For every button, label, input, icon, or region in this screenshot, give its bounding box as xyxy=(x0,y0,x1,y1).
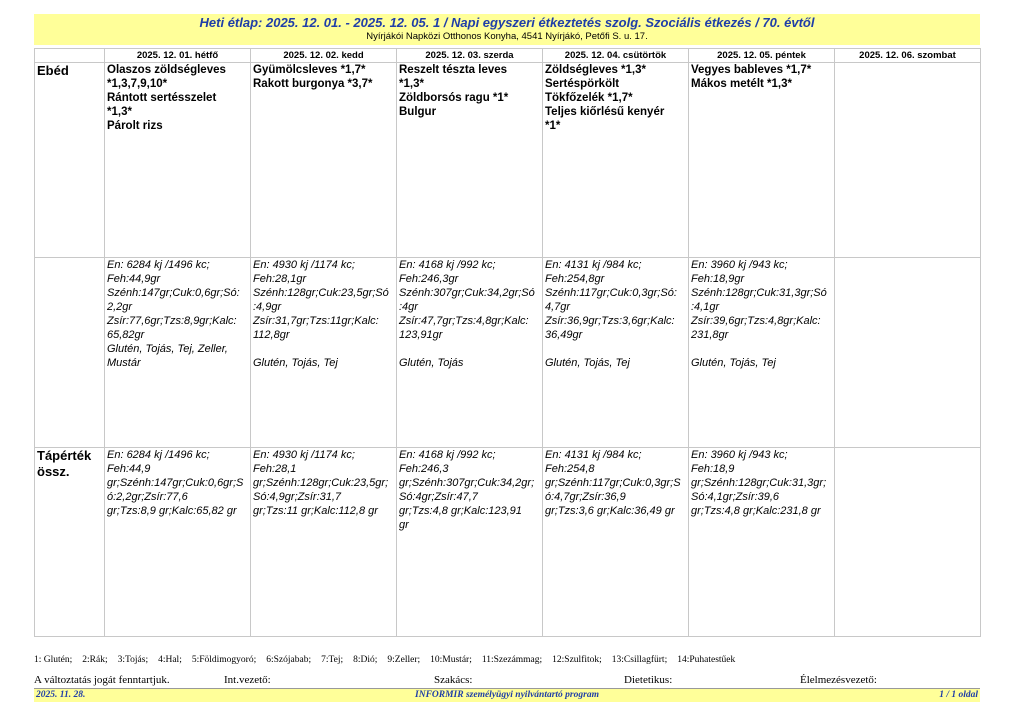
nutrition-line: Szénh:307gr;Cuk:34,2gr;Só xyxy=(399,287,535,299)
meal-item: Rakott burgonya *3,7* xyxy=(253,78,373,90)
nutrition-line: En: 6284 kj /1496 kc; xyxy=(107,259,210,271)
legend-item: 12:Szulfitok; xyxy=(552,655,602,665)
totals-line: En: 6284 kj /1496 kc; xyxy=(107,449,210,461)
totals-label-line: Tápérték xyxy=(37,448,92,463)
meal-item: *1,3* xyxy=(107,106,132,118)
allergen-list xyxy=(545,342,686,356)
nutrition-line: Zsír:77,6gr;Tzs:8,9gr;Kalc: xyxy=(107,315,237,327)
nutrition-line: Zsír:39,6gr;Tzs:4,8gr;Kalc: xyxy=(691,315,821,327)
nutrition-line: :4,9gr xyxy=(253,301,282,313)
nutrition-line: Zsír:31,7gr;Tzs:11gr;Kalc: xyxy=(253,315,379,327)
meal-item: Párolt rizs xyxy=(107,120,163,132)
totals-line: gr;Tzs:8,9 gr;Kalc:65,82 gr xyxy=(107,505,237,517)
totals-line: gr;Tzs:11 gr;Kalc:112,8 gr xyxy=(253,505,378,517)
totals-line: En: 3960 kj /943 kc; xyxy=(691,449,788,461)
nutrition-row xyxy=(35,258,981,448)
legend-item: 1: Glutén; xyxy=(34,655,73,665)
totals-line: Só:4,1gr;Zsír:39,6 xyxy=(691,491,780,503)
legend-item: 6:Szójabab; xyxy=(266,655,312,665)
legend-item: 9:Zeller; xyxy=(387,655,421,665)
nutrition-line: 231,8gr xyxy=(691,329,729,341)
footer-program: INFORMIR személyügyi nyilvántartó program xyxy=(415,690,599,700)
nutrition-line: 112,8gr xyxy=(253,329,290,341)
nutrition-line: 4,7gr xyxy=(545,301,571,313)
lunch-label: Ebéd xyxy=(35,63,105,258)
menu-title: Heti étlap: 2025. 12. 01. - 2025. 12. 05. 1 / Napi egyszeri étkeztetés szolg. Szociális étkezés / 70. évtől xyxy=(199,15,815,30)
totals-line: Só:4,9gr;Zsír:31,7 xyxy=(253,491,342,503)
totals-label-line: össz. xyxy=(37,464,70,479)
nutrition-line: :4,1gr xyxy=(691,301,720,313)
meal-item: Mákos metélt *1,3* xyxy=(691,78,792,90)
meal-item: Tökfőzelék *1,7* xyxy=(545,92,633,104)
meal-item: Gyümölcsleves *1,7* xyxy=(253,64,366,76)
dietitian-signature: Dietetikus: xyxy=(624,674,673,686)
day-header: 2025. 12. 02. kedd xyxy=(251,49,397,63)
allergen-list: Glutén, Tojás xyxy=(399,357,464,369)
nutrition-line: 2,2gr xyxy=(107,301,133,313)
document-footer xyxy=(34,689,980,702)
nutrition-cell xyxy=(543,258,689,448)
allergen-list: Glutén, Tojás, Tej xyxy=(545,357,630,369)
totals-line: Feh:254,8 xyxy=(545,463,595,475)
allergen-list xyxy=(691,342,832,356)
meal-item: Olaszos zöldségleves xyxy=(107,64,226,76)
totals-cell xyxy=(397,448,543,637)
nutrition-line: 123,91gr xyxy=(399,329,443,341)
nutrition-cell xyxy=(105,258,251,448)
meal-item: *1* xyxy=(545,120,561,132)
meal-item: Rántott sertésszelet xyxy=(107,92,217,104)
lunch-row xyxy=(35,63,981,258)
allergen-list xyxy=(253,342,394,356)
totals-line: Só:4gr;Zsír:47,7 xyxy=(399,491,478,503)
nutrition-label xyxy=(35,258,105,448)
nutrition-line: Szénh:117gr;Cuk:0,3gr;Só: xyxy=(545,287,677,299)
catering-head-signature: Élelmezésvezető: xyxy=(800,674,877,686)
allergen-list: Mustár xyxy=(107,357,141,369)
totals-label xyxy=(35,448,105,637)
nutrition-line: En: 4930 kj /1174 kc; xyxy=(253,259,355,271)
legend-item: 4:Hal; xyxy=(158,655,182,665)
nutrition-line: Feh:246,3gr xyxy=(399,273,459,285)
allergen-list: Glutén, Tojás, Tej, Zeller, xyxy=(107,343,228,355)
lunch-cell xyxy=(835,63,981,258)
footer-page: 1 / 1 oldal xyxy=(939,690,978,700)
nutrition-line: Feh:28,1gr xyxy=(253,273,307,285)
totals-line: gr;Szénh:147gr;Cuk:0,6gr;S xyxy=(107,477,244,489)
nutrition-cell xyxy=(397,258,543,448)
allergen-legend xyxy=(34,655,980,665)
nutrition-line: Feh:254,8gr xyxy=(545,273,605,285)
notice-text: A változtatás jogát fenntartjuk. xyxy=(34,674,170,686)
nutrition-line: 36,49gr xyxy=(545,329,583,341)
meal-item: Zöldségleves *1,3* xyxy=(545,64,646,76)
totals-cell xyxy=(689,448,835,637)
meal-item: Bulgur xyxy=(399,106,437,118)
meal-item: *1,3* xyxy=(399,78,424,90)
totals-cell xyxy=(105,448,251,637)
nutrition-line: En: 4131 kj /984 kc; xyxy=(545,259,642,271)
totals-line: gr;Tzs:4,8 gr;Kalc:231,8 gr xyxy=(691,505,821,517)
legend-item: 3:Tojás; xyxy=(117,655,149,665)
nutrition-line: Feh:18,9gr xyxy=(691,273,745,285)
nutrition-line: :4gr xyxy=(399,301,418,313)
totals-line: gr;Szénh:128gr;Cuk:23,5gr; xyxy=(253,477,389,489)
legend-item: 10:Mustár; xyxy=(430,655,472,665)
nutrition-cell xyxy=(251,258,397,448)
lunch-cell xyxy=(105,63,251,258)
legend-item: 8:Dió; xyxy=(353,655,378,665)
totals-line: ó:2,2gr;Zsír:77,6 xyxy=(107,491,188,503)
meal-item: Sertéspörkölt xyxy=(545,78,620,90)
int-head-signature: Int.vezető: xyxy=(224,674,271,686)
totals-line: gr;Szénh:128gr;Cuk:31,3gr; xyxy=(691,477,827,489)
totals-line: Feh:18,9 xyxy=(691,463,735,475)
totals-line: En: 4131 kj /984 kc; xyxy=(545,449,642,461)
day-header-row xyxy=(35,49,981,63)
totals-line: gr;Szénh:307gr;Cuk:34,2gr; xyxy=(399,477,535,489)
nutrition-line: Zsír:47,7gr;Tzs:4,8gr;Kalc: xyxy=(399,315,529,327)
cook-signature: Szakács: xyxy=(434,674,473,686)
legend-item: 13:Csillagfürt; xyxy=(611,655,668,665)
nutrition-line: Feh:44,9gr xyxy=(107,273,161,285)
totals-line: gr;Szénh:117gr;Cuk:0,3gr;S xyxy=(545,477,681,489)
totals-line: gr;Tzs:4,8 gr;Kalc:123,91 xyxy=(399,505,522,517)
day-header: 2025. 12. 05. péntek xyxy=(689,49,835,63)
totals-line: gr xyxy=(399,519,409,531)
day-header: 2025. 12. 06. szombat xyxy=(835,49,981,63)
meal-item: Zöldborsós ragu *1* xyxy=(399,92,509,104)
legend-item: 11:Szezámmag; xyxy=(481,655,543,665)
nutrition-cell xyxy=(835,258,981,448)
legend-item: 2:Rák; xyxy=(82,655,108,665)
totals-line: Feh:44,9 xyxy=(107,463,151,475)
totals-cell xyxy=(251,448,397,637)
nutrition-line: Zsír:36,9gr;Tzs:3,6gr;Kalc: xyxy=(545,315,675,327)
meal-item: *1,3,7,9,10* xyxy=(107,78,168,90)
corner-cell xyxy=(35,49,105,63)
lunch-cell xyxy=(397,63,543,258)
lunch-cell xyxy=(543,63,689,258)
day-header: 2025. 12. 01. hétfő xyxy=(105,49,251,63)
meal-item: Reszelt tészta leves xyxy=(399,64,508,76)
totals-cell xyxy=(543,448,689,637)
nutrition-line: En: 4168 kj /992 kc; xyxy=(399,259,496,271)
day-header: 2025. 12. 04. csütörtök xyxy=(543,49,689,63)
nutrition-line: 65,82gr xyxy=(107,329,145,341)
legend-item: 7:Tej; xyxy=(321,655,344,665)
nutrition-line: Szénh:147gr;Cuk:0,6gr;Só: xyxy=(107,287,240,299)
totals-cell xyxy=(835,448,981,637)
allergen-list: Glutén, Tojás, Tej xyxy=(691,357,776,369)
totals-line: ó:4,7gr;Zsír:36,9 xyxy=(545,491,626,503)
totals-row xyxy=(35,448,981,637)
totals-line: Feh:246,3 xyxy=(399,463,449,475)
signature-row xyxy=(34,674,980,689)
allergen-list xyxy=(399,342,540,356)
nutrition-line: En: 3960 kj /943 kc; xyxy=(691,259,788,271)
footer-date: 2025. 11. 28. xyxy=(36,690,86,700)
lunch-cell xyxy=(689,63,835,258)
kitchen-address: Nyírjákói Napközi Otthonos Konyha, 4541 Nyírjákó, Petőfi S. u. 17. xyxy=(366,31,648,42)
legend-item: 5:Földimogyoró; xyxy=(191,655,257,665)
nutrition-line: Szénh:128gr;Cuk:23,5gr;Só xyxy=(253,287,389,299)
totals-line: gr;Tzs:3,6 gr;Kalc:36,49 gr xyxy=(545,505,675,517)
totals-line: En: 4930 kj /1174 kc; xyxy=(253,449,355,461)
lunch-cell xyxy=(251,63,397,258)
totals-line: En: 4168 kj /992 kc; xyxy=(399,449,496,461)
nutrition-line: Szénh:128gr;Cuk:31,3gr;Só xyxy=(691,287,827,299)
day-header: 2025. 12. 03. szerda xyxy=(397,49,543,63)
meal-item: Vegyes bableves *1,7* xyxy=(691,64,812,76)
totals-line: Feh:28,1 xyxy=(253,463,297,475)
meal-item: Teljes kiőrlésű kenyér xyxy=(545,106,665,118)
legend-item: 14:Puhatestűek xyxy=(677,655,736,665)
nutrition-cell xyxy=(689,258,835,448)
weekly-menu-table xyxy=(34,48,981,637)
menu-header xyxy=(34,14,980,45)
allergen-list: Glutén, Tojás, Tej xyxy=(253,357,338,369)
